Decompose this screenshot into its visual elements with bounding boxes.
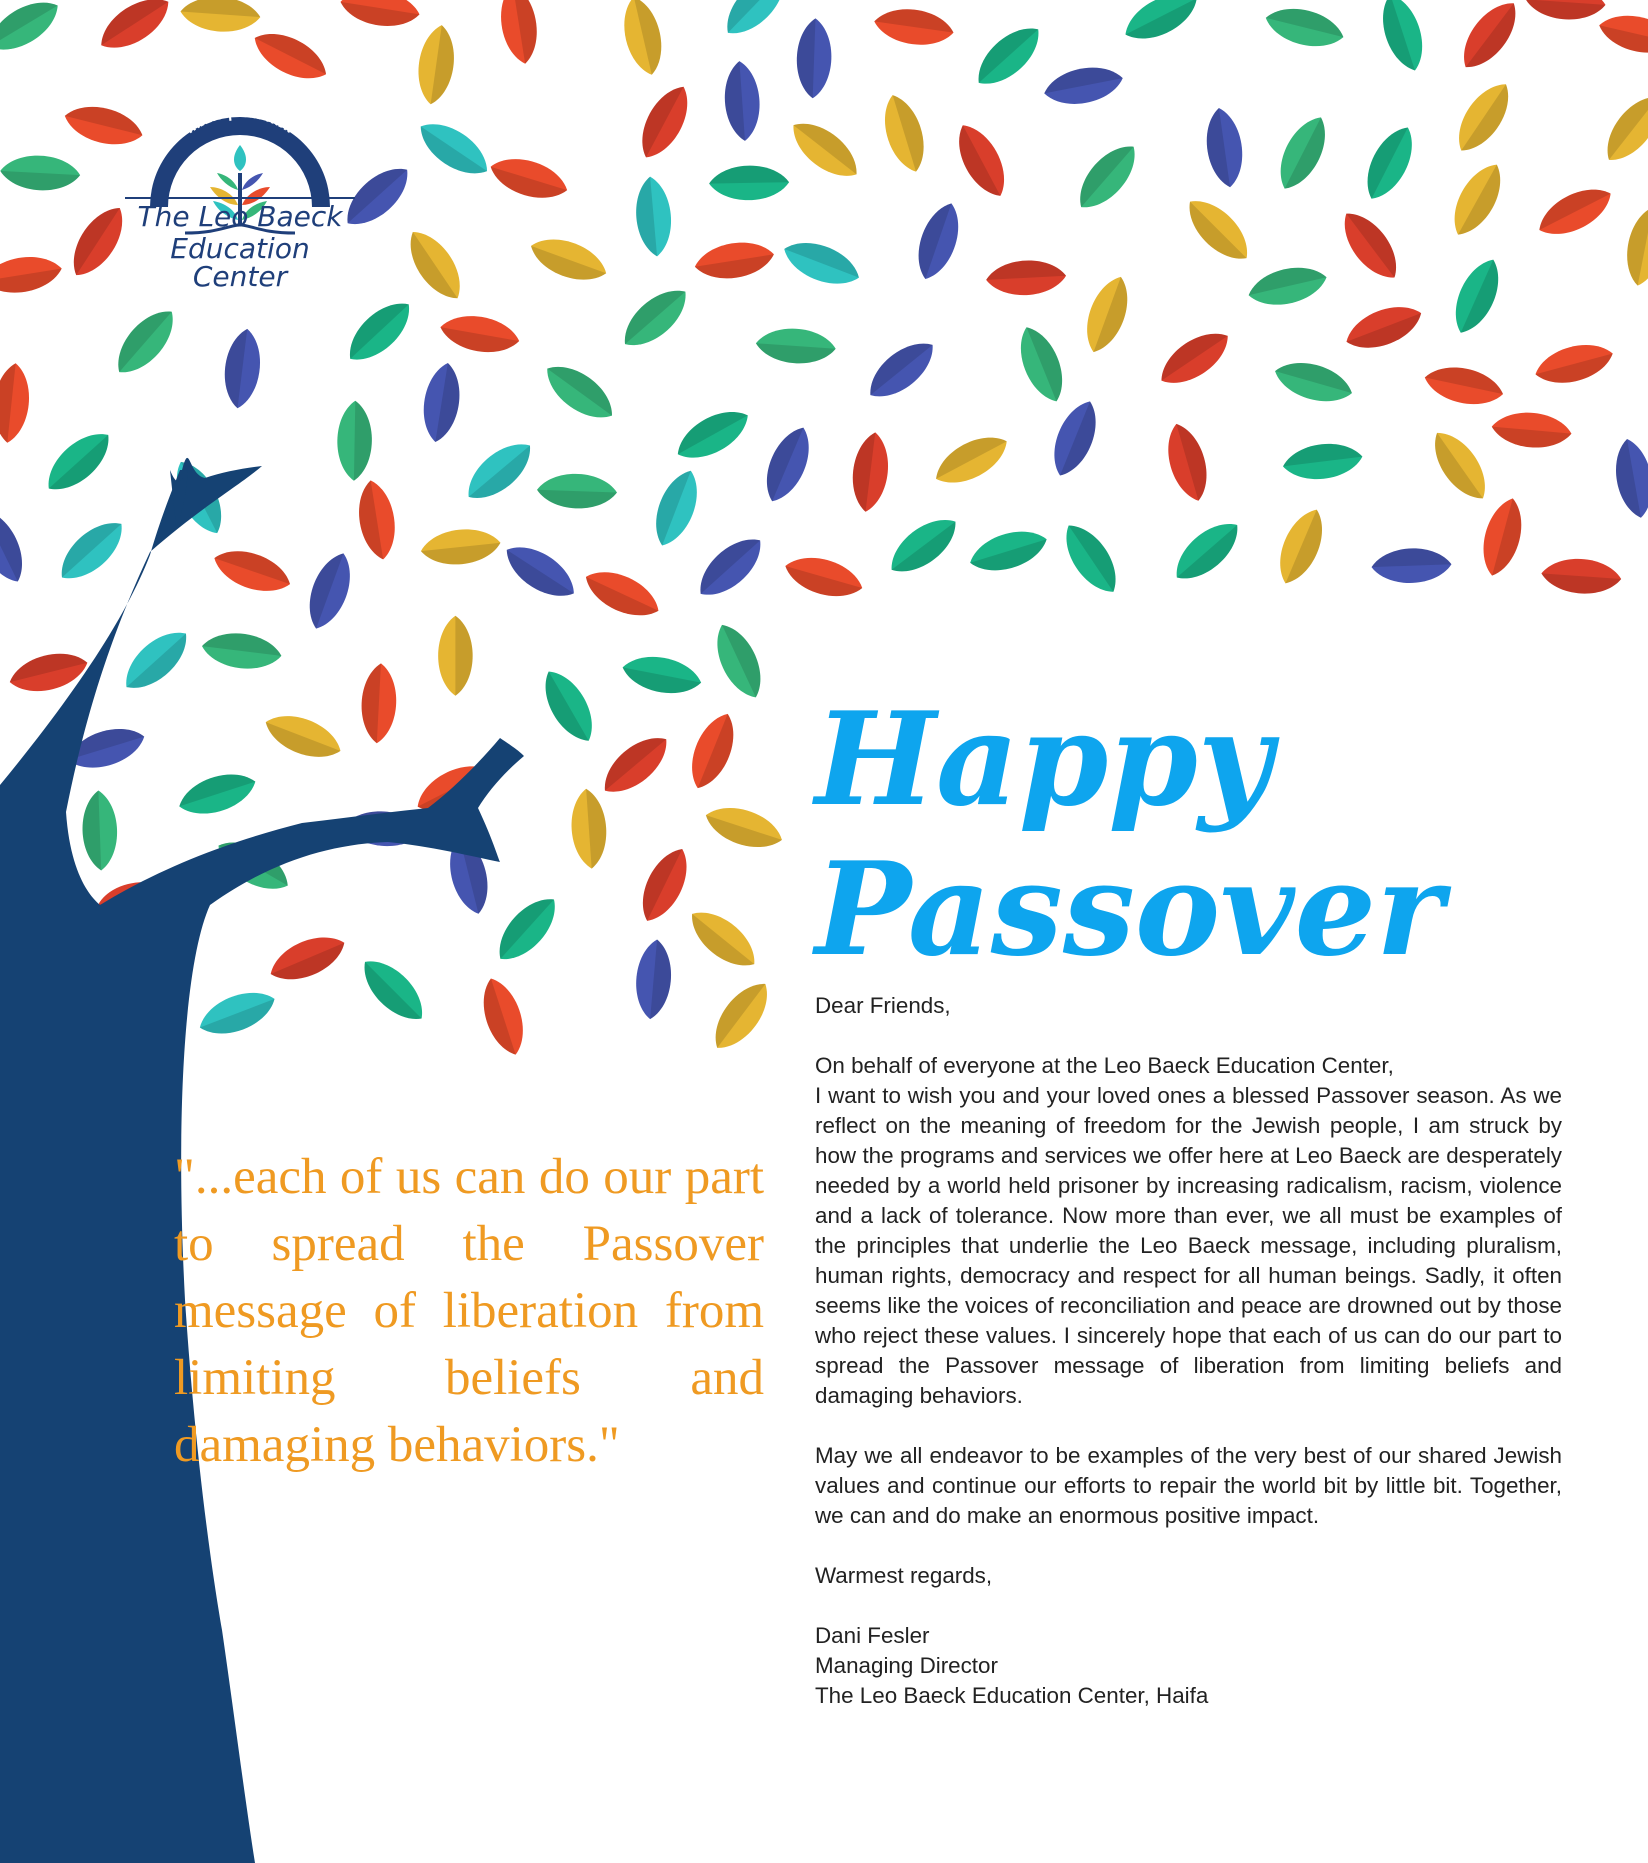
leaf bbox=[1490, 409, 1573, 450]
leaf bbox=[709, 165, 790, 201]
leaf bbox=[209, 542, 296, 601]
leaf bbox=[876, 90, 932, 177]
leaf bbox=[496, 0, 543, 66]
leaf bbox=[1118, 0, 1205, 50]
leaf bbox=[338, 0, 422, 31]
leaf bbox=[614, 279, 697, 358]
leaf bbox=[1054, 516, 1127, 602]
leaf bbox=[632, 841, 698, 928]
leaf bbox=[909, 198, 968, 285]
leaf bbox=[1595, 86, 1648, 170]
leaf bbox=[692, 237, 776, 284]
logo bbox=[125, 95, 355, 305]
letter-paragraph-2: May we all endeavor to be examples of the very best of our shared Jewish values and continue our efforts to repair the world bit by little bit. Together, we can and do make an enormous positive impact. bbox=[815, 1443, 1562, 1528]
leaf bbox=[81, 790, 118, 871]
leaf bbox=[860, 331, 944, 408]
leaf bbox=[0, 361, 33, 444]
leaf bbox=[1011, 321, 1073, 408]
leaf bbox=[247, 23, 334, 90]
leaf bbox=[1621, 204, 1648, 289]
leaf bbox=[0, 154, 81, 193]
leaf bbox=[617, 0, 669, 79]
leaf bbox=[706, 618, 771, 705]
leaf bbox=[534, 663, 604, 750]
leaf bbox=[1269, 110, 1336, 197]
leaf bbox=[1152, 322, 1238, 395]
leaf bbox=[1356, 120, 1423, 207]
leaf bbox=[1452, 0, 1528, 78]
leaf bbox=[354, 478, 401, 562]
leaf bbox=[1374, 0, 1432, 76]
leaf bbox=[1421, 361, 1506, 411]
leaf bbox=[1044, 395, 1106, 482]
leaf bbox=[106, 300, 185, 383]
leaf bbox=[488, 888, 567, 971]
leaf bbox=[633, 938, 674, 1021]
leaf bbox=[689, 528, 772, 607]
signer-name: Dani Fesler bbox=[815, 1623, 930, 1648]
leaf bbox=[536, 472, 617, 509]
leaf bbox=[1281, 440, 1365, 484]
leaf bbox=[967, 17, 1050, 96]
leaf bbox=[337, 401, 373, 482]
leaf bbox=[701, 799, 788, 857]
page-title: Happy Passover bbox=[815, 685, 1444, 985]
leaf bbox=[1202, 106, 1247, 190]
leaf bbox=[300, 548, 360, 635]
leaf bbox=[92, 0, 178, 60]
leaf bbox=[1270, 354, 1356, 409]
leaf bbox=[1447, 75, 1520, 161]
letter-paragraph-1: I want to wish you and your loved ones a blessed Passover season. As we reflect on the meaning of freedom for the Jewish people, I am struck by how the programs and services we offer here at Leo Baeck are desperately needed by a world held prisoner by increasing radicalism, racism, violence and a lack of tolerance. Now more than ever, we all must be examples of the principles that underlie the Leo Baeck message, including pluralism, human rights, democracy and respect for all human beings. Sadly, it often seems like the voices of reconciliation and peace are drowned out by those who reject these values. I sincerely hope that each of us can do our part to spread the Passover message of liberation from limiting beliefs and damaging behaviors. bbox=[815, 1083, 1562, 1408]
leaf bbox=[438, 616, 473, 696]
leaf bbox=[881, 508, 966, 584]
leaf bbox=[1475, 494, 1529, 580]
leaf bbox=[848, 430, 892, 514]
leaf bbox=[985, 258, 1067, 297]
signer-title: Managing Director bbox=[815, 1653, 998, 1678]
leaf bbox=[1178, 189, 1259, 270]
leaf bbox=[1371, 547, 1452, 584]
leaf bbox=[419, 526, 502, 569]
leaf bbox=[781, 549, 867, 604]
leaf bbox=[594, 726, 677, 804]
leaf bbox=[722, 60, 762, 142]
leaf bbox=[1595, 8, 1648, 60]
leaf bbox=[1165, 512, 1248, 591]
leaf bbox=[579, 561, 666, 626]
leaf bbox=[411, 112, 497, 185]
leaf bbox=[0, 502, 33, 589]
leaf bbox=[716, 0, 796, 45]
leaf bbox=[619, 650, 704, 699]
leaf bbox=[264, 927, 351, 990]
leaf bbox=[1445, 253, 1509, 340]
leaf bbox=[1524, 0, 1606, 22]
leaf bbox=[353, 950, 434, 1031]
signer-organization: The Leo Baeck Education Center, Haifa bbox=[815, 1683, 1209, 1708]
leaf bbox=[965, 523, 1052, 579]
leaf bbox=[703, 974, 779, 1059]
leaf bbox=[0, 252, 64, 299]
pull-quote: "...each of us can do our part to spread the Passover message of liberation from limiting beliefs and damaging behaviors." bbox=[174, 1149, 764, 1473]
leaf bbox=[1270, 503, 1333, 590]
leaf bbox=[1531, 337, 1617, 391]
leaf bbox=[948, 117, 1016, 204]
leaf bbox=[115, 621, 198, 700]
leaf bbox=[497, 535, 583, 608]
leaf bbox=[200, 629, 284, 673]
leaf bbox=[458, 432, 541, 510]
leaf bbox=[756, 421, 819, 508]
leaf bbox=[795, 18, 832, 99]
leaf bbox=[260, 706, 347, 767]
leaf bbox=[525, 230, 612, 290]
leaf bbox=[437, 310, 522, 358]
leaf bbox=[1245, 260, 1331, 312]
leaf bbox=[360, 662, 399, 744]
leaf bbox=[62, 199, 135, 285]
leaf bbox=[1077, 271, 1137, 358]
leaf bbox=[646, 465, 707, 552]
leaf bbox=[220, 327, 264, 411]
leaf bbox=[928, 426, 1015, 494]
leaf bbox=[1610, 436, 1648, 521]
leaf bbox=[783, 112, 867, 188]
svg-text:אמת מארץ תצמח: אמת מארץ תצמח bbox=[183, 105, 297, 138]
leaf bbox=[569, 788, 609, 870]
leaf bbox=[1340, 297, 1427, 358]
leaf bbox=[1041, 61, 1126, 110]
leaf bbox=[174, 765, 261, 823]
leaf bbox=[681, 900, 765, 977]
logo-line-1: The Leo Baeck bbox=[137, 200, 343, 233]
leaf bbox=[1068, 135, 1147, 218]
letter-greeting: Dear Friends, bbox=[815, 993, 951, 1018]
letter-closing: Warmest regards, bbox=[815, 1563, 993, 1588]
leaf bbox=[194, 983, 281, 1044]
logo-line-2: Education Center bbox=[170, 232, 310, 293]
leaf bbox=[37, 422, 120, 501]
leaf bbox=[414, 23, 459, 107]
leaf bbox=[537, 355, 622, 430]
leaf bbox=[0, 0, 67, 61]
letter-paragraph-1-opening: On behalf of everyone at the Leo Baeck Education Center, bbox=[815, 1053, 1394, 1078]
leaf bbox=[486, 150, 573, 206]
leaf bbox=[1423, 423, 1497, 508]
leaf bbox=[1532, 178, 1619, 245]
leaf bbox=[399, 222, 472, 308]
leaf bbox=[631, 79, 699, 166]
leaf bbox=[179, 0, 261, 34]
leaf bbox=[50, 511, 133, 590]
leaf bbox=[682, 707, 744, 794]
leaf bbox=[669, 400, 756, 469]
leaf bbox=[475, 973, 533, 1060]
leaf bbox=[633, 175, 674, 258]
leaf bbox=[1262, 1, 1348, 54]
leaf bbox=[1160, 419, 1215, 505]
leaf bbox=[1540, 556, 1622, 596]
leaf bbox=[872, 4, 956, 49]
leaf bbox=[1443, 156, 1512, 243]
leaf bbox=[755, 326, 837, 366]
letter-body bbox=[815, 991, 1562, 1711]
leaf bbox=[1333, 203, 1409, 288]
leaf bbox=[778, 233, 865, 294]
leaf bbox=[418, 360, 465, 444]
